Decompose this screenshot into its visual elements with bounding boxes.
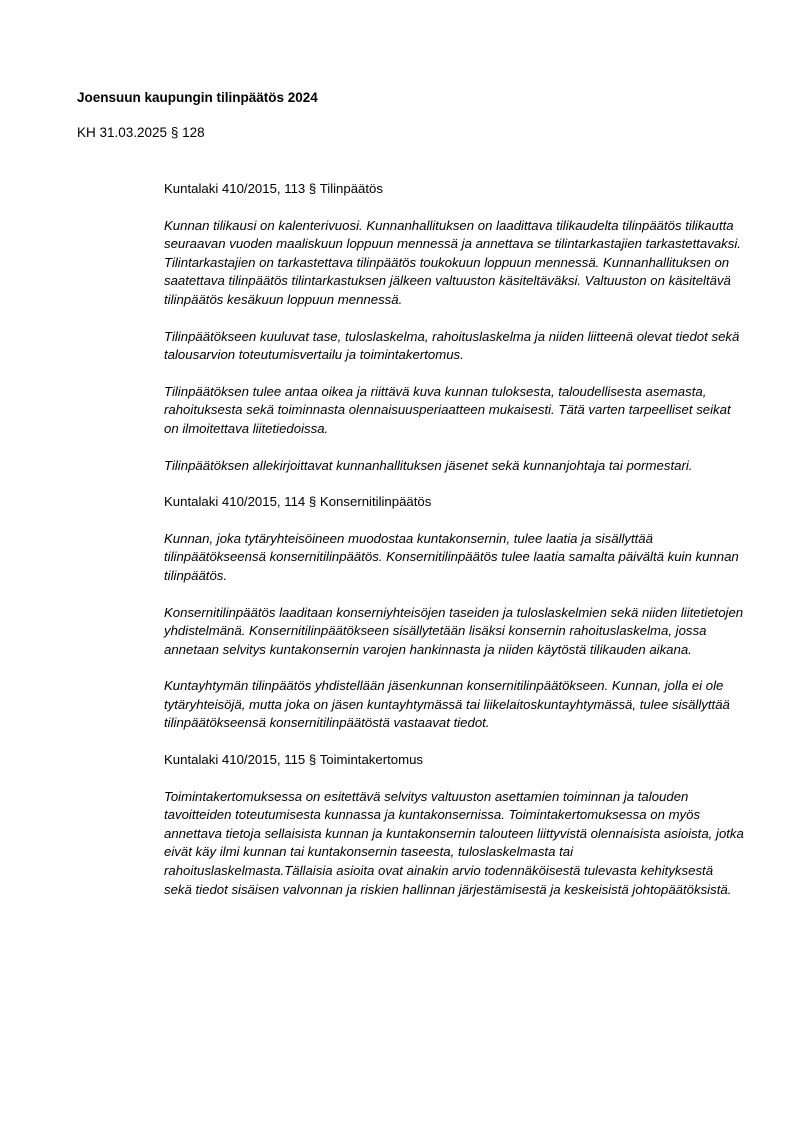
paragraph: Toimintakertomuksessa on esitettävä selvitys valtuuston asettamien toiminnan ja talouden tavoitteiden toteutumisesta kunnassa ja kuntakonsernissa. Toimintakertomuksessa on myös annettava tietoja sellaisista kunnan ja kuntakonsernin talouteen liittyvistä olennaisista asioista, jotka eivät käy ilmi kunnan tai kuntakonsernin taseesta, tuloslaskelmasta tai rahoituslaskelmasta.Tällaisia asioita ovat ainakin arvio todennäköisestä tulevasta kehityksestä sekä tiedot sisäisen valvonnan ja riskien hallinnan järjestämisestä ja keskeisistä johtopäätöksistä. [164, 788, 744, 897]
meeting-reference: KH 31.03.2025 § 128 [77, 125, 205, 140]
section-heading: Kuntalaki 410/2015, 113 § Tilinpäätös [164, 181, 383, 196]
paragraph: Konsernitilinpäätös laaditaan konserniyhteisöjen taseiden ja tuloslaskelmien sekä niiden liitetietojen yhdistelmänä. Konsernitilinpäätökseen sisällytetään lisäksi konsernin rahoituslaskelma, jossa annetaan selvitys kuntakonsernin varojen hankinnasta ja niiden käytöstä tilikauden aikana. [164, 604, 744, 657]
paragraph: Kunnan, joka tytäryhteisöineen muodostaa kuntakonsernin, tulee laatia ja sisällyttää tilinpäätökseensä konsernitilinpäätös. Konsernitilinpäätös tulee laatia samalta päivältä kuin kunnan tilinpäätös. [164, 530, 739, 583]
paragraph: Kunnan tilikausi on kalenterivuosi. Kunnanhallituksen on laadittava tilikaudelta tilinpäätös tilikautta seuraavan vuoden maaliskuun loppuun mennessä ja annettava se tilintarkastajien tarkastettavaksi. Tilintarkastajien on tarkastettava tilinpäätös toukokuun loppuun mennessä. Kunnanhallituksen on saatettava tilinpäätös tilintarkastuksen jälkeen valtuuston käsiteltäväksi. Valtuuston on käsiteltävä tilinpäätös kesäkuun loppuun mennessä. [164, 217, 741, 307]
section-heading: Kuntalaki 410/2015, 115 § Toimintakertomus [164, 752, 424, 768]
document-body [164, 180, 744, 917]
paragraph: Kuntayhtymän tilinpäätös yhdistellään jäsenkunnan konsernitilinpäätökseen. Kunnan, jolla ei ole tytäryhteisöjä, mutta joka on jäsen kuntayhtymässä tai liikelaitoskuntayhtymässä, tulee sisällyttää tilinpäätökseensä konsernitilinpäätöstä vastaavat tiedot. [164, 678, 730, 731]
paragraph: Tilinpäätökseen kuuluvat tase, tuloslaskelma, rahoituslaskelma ja niiden liitteenä olevat tiedot sekä talousarvion toteutumisvertailu ja toimintakertomus. [164, 328, 740, 363]
paragraph: Tilinpäätöksen allekirjoittavat kunnanhallituksen jäsenet sekä kunnanjohtaja tai pormestari. [164, 457, 693, 473]
section-113-tilinpaatos [164, 180, 744, 475]
section-heading: Kuntalaki 410/2015, 114 § Konsernitilinpäätös [164, 494, 432, 510]
paragraph: Tilinpäätöksen tulee antaa oikea ja riittävä kuva kunnan tuloksesta, taloudellisesta asemasta, rahoituksesta sekä toiminnasta olennaisuusperiaatteen mukaisesti. Tätä varten tarpeelliset seikat on ilmoitettava liitetiedoissa. [164, 383, 731, 436]
section-114-konsernitilinpaatos [164, 493, 744, 733]
section-115-toimintakertomus [164, 751, 744, 899]
document-title: Joensuun kaupungin tilinpäätös 2024 [77, 90, 318, 105]
